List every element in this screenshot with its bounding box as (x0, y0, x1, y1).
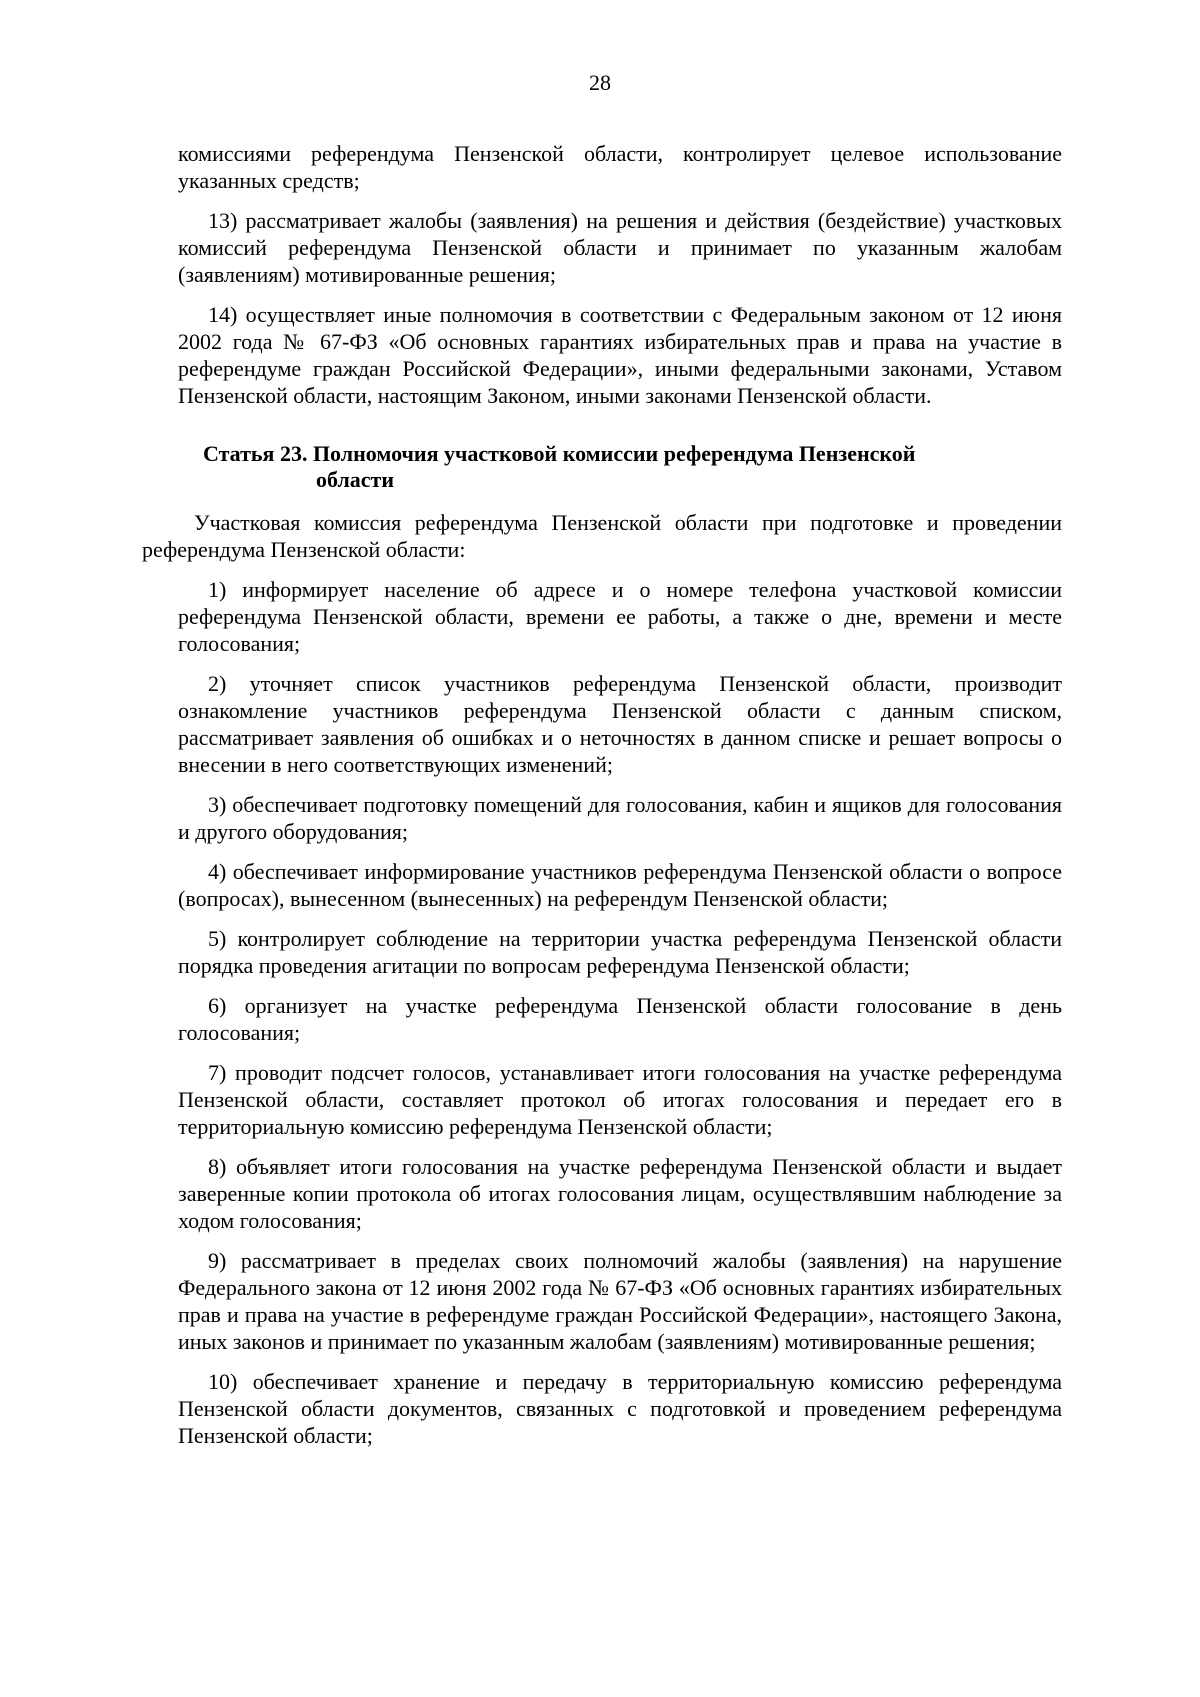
page-number: 28 (589, 70, 611, 95)
article-heading-line1: Статья 23. Полномочия участковой комиссии референдума Пензенской (203, 441, 916, 466)
article-item-6: 6) организует на участке референдума Пензенской области голосование в день голосования; (178, 993, 1062, 1045)
article-heading-line2: области (316, 467, 395, 492)
article-item-1: 1) информирует население об адресе и о номере телефона участковой комиссии референдума Пензенской области, времени ее работы, а также о дне, времени и месте голосования; (178, 577, 1062, 656)
article-item-10: 10) обеспечивает хранение и передачу в территориальную комиссию референдума Пензенской области документов, связанных с подготовкой и проведением референдума Пензенской области; (178, 1369, 1062, 1448)
article-heading (0, 441, 1200, 493)
paragraph-item-13: 13) рассматривает жалобы (заявления) на решения и действия (бездействие) участковых комиссий референдума Пензенской области и принимает по указанным жалобам (заявлениям) мотивированные решения; (178, 208, 1062, 287)
article-item-3: 3) обеспечивает подготовку помещений для голосования, кабин и ящиков для голосования и другого оборудования; (178, 792, 1062, 844)
article-item-7: 7) проводит подсчет голосов, устанавливает итоги голосования на участке референдума Пензенской области, составляет протокол об итогах голосования и передает его в территориальную комиссию референдума Пензенской области; (178, 1060, 1062, 1139)
document-body (0, 140, 1200, 1462)
article-item-8: 8) объявляет итоги голосования на участке референдума Пензенской области и выдает заверенные копии протокола об итогах голосования лицам, осуществлявшим наблюдение за ходом голосования; (178, 1154, 1062, 1233)
article-item-9: 9) рассматривает в пределах своих полномочий жалобы (заявления) на нарушение Федерального закона от 12 июня 2002 года № 67-ФЗ «Об основных гарантиях избирательных прав и права на участие в референдуме граждан Российской Федерации», настоящего Закона, иных законов и принимает по указанным жалобам (заявлениям) мотивированные решения; (178, 1248, 1062, 1354)
article-item-2: 2) уточняет список участников референдума Пензенской области, производит ознакомление участников референдума Пензенской области с данным списком, рассматривает заявления об ошибках и о неточностях в данном списке и решает вопросы о внесении в него соответствующих изменений; (178, 671, 1062, 777)
article-item-4: 4) обеспечивает информирование участников референдума Пензенской области о вопросе (вопросах), вынесенном (вынесенных) на референдум Пензенской области; (178, 859, 1062, 911)
article-item-5: 5) контролирует соблюдение на территории участка референдума Пензенской области порядка проведения агитации по вопросам референдума Пензенской области; (178, 926, 1062, 978)
article-intro: Участковая комиссия референдума Пензенской области при подготовке и проведении референдума Пензенской области: (142, 510, 1062, 562)
paragraph-continuation: комиссиями референдума Пензенской области, контролирует целевое использование указанных средств; (178, 141, 1062, 193)
paragraph-item-14: 14) осуществляет иные полномочия в соответствии с Федеральным законом от 12 июня 2002 года № 67-ФЗ «Об основных гарантиях избирательных прав и права на участие в референдуме граждан Российской Федерации», иными федеральными законами, Уставом Пензенской области, настоящим Законом, иными законами Пензенской области. (178, 302, 1062, 408)
